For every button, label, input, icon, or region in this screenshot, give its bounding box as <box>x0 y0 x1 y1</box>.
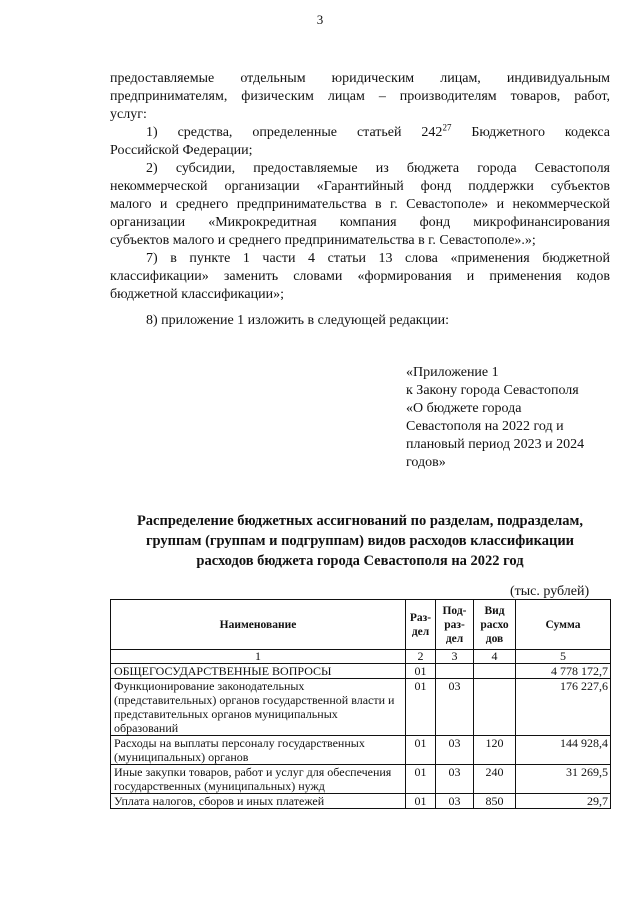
row-amount: 144 928,4 <box>516 736 611 765</box>
table-row <box>111 736 611 765</box>
header-text: дов <box>485 632 504 645</box>
column-number: 4 <box>474 650 516 664</box>
appendix-line: к Закону города Севастополя <box>406 383 579 398</box>
superscript: 27 <box>442 122 452 133</box>
header-amount: Сумма <box>516 600 611 650</box>
text-line: некоммерческой организации «Гарантийный фонд поддержки субъектов <box>110 179 610 194</box>
row-section: 01 <box>406 664 436 679</box>
units-note: (тыс. рублей) <box>510 584 590 599</box>
table-row <box>111 794 611 809</box>
header-text: дел <box>411 625 430 638</box>
intro-paragraph <box>110 70 610 124</box>
header-text: раз- <box>444 618 465 631</box>
row-amount: 29,7 <box>516 794 611 809</box>
column-number: 3 <box>436 650 474 664</box>
page-number: 3 <box>316 12 324 27</box>
header-subsection <box>436 600 474 650</box>
text-line: Российской Федерации; <box>110 143 253 158</box>
item-8-paragraph <box>146 312 610 330</box>
header-section <box>406 600 436 650</box>
table-row <box>111 679 611 736</box>
text-line: 7) в пункте 1 части 4 статьи 13 слова «применения бюджетной <box>146 251 610 266</box>
budget-table <box>110 599 611 809</box>
row-name: Функционирование законодательных (представительных) органов государственной власти и представительных органов муниципальных образований <box>111 679 406 736</box>
text-line: предоставляемые отдельным юридическим лицам, индивидуальным <box>110 71 610 86</box>
row-subsection <box>436 664 474 679</box>
header-text: дел <box>445 632 464 645</box>
appendix-line: годов» <box>406 455 446 470</box>
row-name: Расходы на выплаты персоналу государственных (муниципальных) органов <box>111 736 406 765</box>
header-text: Под- <box>442 604 467 617</box>
row-section: 01 <box>406 736 436 765</box>
row-subsection: 03 <box>436 679 474 736</box>
row-name: Иные закупки товаров, работ и услуг для обеспечения государственных (муниципальных) нужд <box>111 765 406 794</box>
header-name: Наименование <box>111 600 406 650</box>
row-expense-type: 850 <box>474 794 516 809</box>
title-line: группам (группам и подгруппам) видов расходов классификации <box>145 533 575 549</box>
appendix-line: «Приложение 1 <box>406 365 499 380</box>
text-line: услуг: <box>110 107 147 122</box>
document-title <box>110 511 610 571</box>
title-line: расходов бюджета города Севастополя на 2022 год <box>196 553 524 569</box>
row-expense-type <box>474 664 516 679</box>
row-name: ОБЩЕГОСУДАРСТВЕННЫЕ ВОПРОСЫ <box>111 664 406 679</box>
text-line: классификации» заменить словами «формирования и применения кодов <box>110 269 610 284</box>
text-line: 2) субсидии, предоставляемые из бюджета города Севастополя <box>146 161 610 176</box>
text-line: субъектов малого и среднего предпринимательства в г. Севастополе».»; <box>110 233 536 248</box>
column-number: 5 <box>516 650 611 664</box>
row-subsection: 03 <box>436 736 474 765</box>
title-line: Распределение бюджетных ассигнований по разделам, подразделам, <box>136 513 584 529</box>
text-fragment: Бюджетного кодекса <box>451 125 610 140</box>
header-text: Вид <box>484 604 505 617</box>
row-name: Уплата налогов, сборов и иных платежей <box>111 794 406 809</box>
text-line <box>110 124 610 142</box>
header-text: расхо <box>480 618 509 631</box>
row-amount: 176 227,6 <box>516 679 611 736</box>
item-7-paragraph <box>110 250 610 304</box>
appendix-line: «О бюджете города <box>406 401 522 416</box>
column-number: 2 <box>406 650 436 664</box>
text-fragment: 1) средства, определенные статьей 242 <box>146 125 443 140</box>
table-row <box>111 765 611 794</box>
item-2-paragraph <box>110 160 610 250</box>
row-subsection: 03 <box>436 765 474 794</box>
appendix-heading <box>406 364 616 472</box>
row-expense-type: 240 <box>474 765 516 794</box>
header-expense-type <box>474 600 516 650</box>
appendix-line: плановый период 2023 и 2024 <box>406 437 585 452</box>
item-1-paragraph <box>110 124 610 160</box>
row-section: 01 <box>406 765 436 794</box>
column-number: 1 <box>111 650 406 664</box>
appendix-line: Севастополя на 2022 год и <box>406 419 564 434</box>
text-line: организации «Микрокредитная компания фонд микрофинансирования <box>110 215 610 230</box>
row-expense-type <box>474 679 516 736</box>
row-expense-type: 120 <box>474 736 516 765</box>
text-line: предпринимателям, физическим лицам – производителям товаров, работ, <box>110 89 610 104</box>
text-line: бюджетной классификации»; <box>110 287 284 302</box>
row-section: 01 <box>406 794 436 809</box>
table-row <box>111 664 611 679</box>
table-header-row <box>111 600 611 650</box>
header-text: Раз- <box>409 611 432 624</box>
row-section: 01 <box>406 679 436 736</box>
row-amount: 31 269,5 <box>516 765 611 794</box>
row-subsection: 03 <box>436 794 474 809</box>
text-line: малого и среднего предпринимательства в г. Севастополе» и некоммерческой <box>110 197 610 212</box>
column-number-row <box>111 650 611 664</box>
row-amount: 4 778 172,7 <box>516 664 611 679</box>
text-line: 8) приложение 1 изложить в следующей редакции: <box>146 313 449 328</box>
